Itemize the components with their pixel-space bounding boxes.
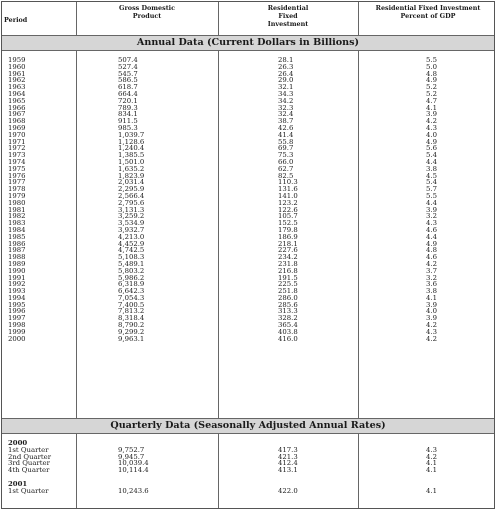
period-cell: 1st Quarter — [8, 445, 49, 454]
gdp-cell: 1,501.0 — [118, 157, 145, 166]
period-cell: 1976 — [8, 171, 26, 180]
period-cell: 1987 — [8, 246, 26, 255]
rfi-cell: 365.4 — [278, 321, 298, 330]
rfi-cell: 122.6 — [278, 205, 298, 214]
period-cell: 1985 — [8, 232, 26, 241]
quarterly-section-title: Quarterly Data (Seasonally Adjusted Annual Rates) — [2, 418, 494, 434]
pct-cell: 4.1 — [426, 466, 437, 475]
period-cell: 1990 — [8, 266, 26, 275]
rfi-cell: 225.5 — [278, 280, 298, 289]
rfi-cell: 110.3 — [278, 178, 298, 187]
rfi-cell: 216.8 — [278, 266, 298, 275]
period-cell: 1961 — [8, 69, 26, 78]
quarter-pct-column — [426, 440, 438, 495]
pct-cell: 4.1 — [426, 293, 437, 302]
pct-cell: 4.0 — [426, 307, 437, 316]
pct-cell: 4.3 — [426, 327, 437, 336]
period-cell: 1977 — [8, 178, 26, 187]
pct-cell: 5.0 — [426, 62, 437, 71]
rfi-cell: 42.6 — [278, 123, 294, 132]
period-cell: 1991 — [8, 273, 26, 282]
period-cell: 1962 — [8, 76, 26, 85]
rfi-cell: 421.3 — [278, 452, 298, 461]
pct-cell: 5.4 — [426, 151, 437, 160]
period-cell: 1986 — [8, 239, 26, 248]
rfi-cell: 29.0 — [278, 76, 294, 85]
pct-cell: 4.4 — [426, 232, 437, 241]
gdp-cell: 2,031.4 — [118, 178, 145, 187]
pct-cell: 4.2 — [426, 334, 437, 343]
gdp-cell: 8,790.2 — [118, 321, 145, 330]
rfi-cell: 186.9 — [278, 232, 298, 241]
period-cell: 1994 — [8, 293, 26, 302]
pct-cell: 4.1 — [426, 459, 437, 468]
quarter-gdp-column — [118, 440, 149, 495]
period-cell: 1974 — [8, 157, 26, 166]
rfi-cell: 422.0 — [278, 486, 298, 495]
gdp-cell: 7,400.5 — [118, 300, 145, 309]
rfi-cell: 191.5 — [278, 273, 298, 282]
rfi-cell: 417.3 — [278, 445, 298, 454]
rfi-cell: 105.7 — [278, 212, 298, 221]
period-cell: 1967 — [8, 110, 26, 119]
pct-cell: 4.5 — [426, 171, 437, 180]
period-cell: 1st Quarter — [8, 486, 49, 495]
rfi-cell: 286.0 — [278, 293, 298, 302]
period-cell: 1965 — [8, 96, 26, 105]
rfi-cell: 218.1 — [278, 239, 298, 248]
gdp-cell: 4,213.0 — [118, 232, 145, 241]
pct-cell: 3.2 — [426, 273, 437, 282]
period-cell: 3rd Quarter — [8, 459, 50, 468]
gdp-cell: 1,385.5 — [118, 151, 145, 160]
gdp-cell: 2,795.6 — [118, 198, 145, 207]
period-cell: 1981 — [8, 205, 26, 214]
pct-cell: 5.6 — [426, 144, 437, 153]
period-cell: 2000 — [8, 334, 26, 343]
rfi-cell: 26.3 — [278, 62, 294, 71]
gdp-cell: 5,108.3 — [118, 253, 145, 262]
data-table — [1, 1, 495, 509]
period-cell: 1997 — [8, 314, 26, 323]
rfi-cell: 285.6 — [278, 300, 298, 309]
period-cell: 1971 — [8, 137, 26, 146]
gdp-cell: 664.4 — [118, 89, 138, 98]
period-cell: 1966 — [8, 103, 26, 112]
gdp-cell: 911.5 — [118, 117, 138, 126]
pct-cell: 3.9 — [426, 300, 437, 309]
gdp-cell: 7,813.2 — [118, 307, 145, 316]
rfi-cell: 251.8 — [278, 287, 298, 296]
gdp-cell: 6,318.9 — [118, 280, 145, 289]
rfi-cell: 227.6 — [278, 246, 298, 255]
period-cell: 2nd Quarter — [8, 452, 52, 461]
gdp-cell: 1,635.2 — [118, 164, 145, 173]
rfi-cell: 234.2 — [278, 253, 298, 262]
gdp-cell: 9,963.1 — [118, 334, 145, 343]
rfi-cell: 38.7 — [278, 117, 294, 126]
gdp-cell: 10,243.6 — [118, 486, 149, 495]
gdp-cell: 9,945.7 — [118, 452, 145, 461]
pct-cell: 4.1 — [426, 103, 437, 112]
gdp-cell: 10,039.4 — [118, 459, 149, 468]
period-cell: 1959 — [8, 56, 26, 64]
rfi-cell: 403.8 — [278, 327, 298, 336]
period-cell: 1963 — [8, 83, 26, 92]
period-cell: 1968 — [8, 117, 26, 126]
gdp-cell: 5,803.2 — [118, 266, 145, 275]
gdp-cell: 3,131.3 — [118, 205, 145, 214]
pct-cell: 3.8 — [426, 287, 437, 296]
pct-cell: 4.1 — [426, 486, 437, 495]
rfi-cell: 26.4 — [278, 69, 294, 78]
gdp-cell: 8,318.4 — [118, 314, 145, 323]
rfi-cell: 328.2 — [278, 314, 298, 323]
gdp-cell: 527.4 — [118, 62, 138, 71]
rfi-cell: 32.1 — [278, 83, 294, 92]
period-cell: 1993 — [8, 287, 26, 296]
pct-cell: 4.8 — [426, 69, 437, 78]
gdp-cell: 4,742.5 — [118, 246, 145, 255]
period-cell: 1996 — [8, 307, 26, 316]
gdp-cell: 6,642.3 — [118, 287, 145, 296]
pct-cell: 5.2 — [426, 89, 437, 98]
pct-cell: 5.2 — [426, 83, 437, 92]
rfi-cell: 412.4 — [278, 459, 298, 468]
rfi-cell: 313.3 — [278, 307, 298, 316]
rfi-cell: 41.4 — [278, 130, 294, 139]
header-period: Period — [4, 16, 28, 24]
header-gdp: Gross Domestic Product — [118, 4, 175, 20]
rfi-cell: 123.2 — [278, 198, 298, 207]
period-cell: 1960 — [8, 62, 26, 71]
pct-cell: 3.6 — [426, 280, 437, 289]
gdp-cell: 834.1 — [118, 110, 138, 119]
rfi-cell: 66.0 — [278, 157, 294, 166]
header-pct: Residential Fixed Investment Percent of GDP — [375, 4, 481, 20]
gdp-cell: 507.4 — [118, 56, 138, 64]
period-cell: 4th Quarter — [8, 466, 50, 475]
period-cell: 1992 — [8, 280, 26, 289]
rfi-cell: 28.1 — [278, 56, 294, 64]
period-cell: 1983 — [8, 219, 26, 228]
rfi-cell: 131.6 — [278, 185, 298, 194]
gdp-cell: 4,452.9 — [118, 239, 145, 248]
pct-column — [426, 57, 438, 342]
period-cell: 2000 — [8, 439, 28, 447]
gdp-cell: 1,240.4 — [118, 144, 145, 153]
rfi-cell: 75.3 — [278, 151, 294, 160]
gdp-cell: 5,986.2 — [118, 273, 145, 282]
pct-cell: 3.9 — [426, 314, 437, 323]
period-cell: 2001 — [8, 479, 28, 488]
pct-cell: 3.9 — [426, 110, 437, 119]
pct-cell: 4.9 — [426, 76, 437, 85]
pct-cell: 4.7 — [426, 96, 437, 105]
pct-cell: 5.4 — [426, 178, 437, 187]
gdp-cell: 2,566.4 — [118, 191, 145, 200]
header-rfi: Residential Fixed Investment — [267, 4, 309, 28]
pct-cell: 5.5 — [426, 56, 437, 64]
gdp-cell: 7,054.3 — [118, 293, 145, 302]
period-cell: 1982 — [8, 212, 26, 221]
gdp-cell: 5,489.1 — [118, 259, 145, 268]
pct-cell: 4.8 — [426, 246, 437, 255]
gdp-cell: 1,039.7 — [118, 130, 145, 139]
gdp-cell: 1,823.9 — [118, 171, 145, 180]
gdp-cell: 9,752.7 — [118, 445, 145, 454]
quarter-period-column — [8, 440, 51, 495]
period-cell: 1988 — [8, 253, 26, 262]
gdp-cell: 3,259.2 — [118, 212, 145, 221]
period-cell: 1964 — [8, 89, 26, 98]
pct-cell: 4.9 — [426, 239, 437, 248]
period-cell: 1973 — [8, 151, 26, 160]
pct-cell: 4.2 — [426, 117, 437, 126]
pct-cell: 3.2 — [426, 212, 437, 221]
rfi-cell: 141.0 — [278, 191, 298, 200]
period-cell: 1980 — [8, 198, 26, 207]
pct-cell: 3.8 — [426, 164, 437, 173]
period-cell: 1978 — [8, 185, 26, 194]
pct-cell: 4.6 — [426, 225, 437, 234]
rfi-cell: 152.5 — [278, 219, 298, 228]
pct-cell: 4.3 — [426, 445, 437, 454]
rfi-cell: 32.3 — [278, 103, 294, 112]
gdp-cell: 586.5 — [118, 76, 138, 85]
gdp-cell: 618.7 — [118, 83, 138, 92]
gdp-cell: 985.3 — [118, 123, 138, 132]
period-cell: 1989 — [8, 259, 26, 268]
rfi-cell: 179.8 — [278, 225, 298, 234]
gdp-cell: 9,299.2 — [118, 327, 145, 336]
gdp-cell: 789.3 — [118, 103, 138, 112]
period-cell: 1975 — [8, 164, 26, 173]
pct-cell: 5.5 — [426, 191, 437, 200]
pct-cell: 4.4 — [426, 198, 437, 207]
gdp-cell: 3,534.9 — [118, 219, 145, 228]
period-cell: 1972 — [8, 144, 26, 153]
pct-cell: 4.2 — [426, 259, 437, 268]
period-cell: 1999 — [8, 327, 26, 336]
gdp-cell: 720.1 — [118, 96, 138, 105]
rfi-cell: 62.7 — [278, 164, 294, 173]
period-column — [8, 57, 26, 342]
pct-cell: 4.3 — [426, 219, 437, 228]
period-cell: 1995 — [8, 300, 26, 309]
rfi-cell: 231.8 — [278, 259, 298, 268]
rfi-cell: 69.7 — [278, 144, 294, 153]
pct-cell: 3.9 — [426, 205, 437, 214]
rfi-cell: 34.3 — [278, 89, 294, 98]
rfi-cell: 82.5 — [278, 171, 294, 180]
gdp-column — [118, 56, 145, 343]
rfi-cell: 413.1 — [278, 466, 298, 475]
gdp-cell: 1,128.6 — [118, 137, 145, 146]
rfi-cell: 416.0 — [278, 334, 298, 343]
pct-cell: 5.7 — [426, 185, 437, 194]
pct-cell: 4.6 — [426, 253, 437, 262]
annual-section-title: Annual Data (Current Dollars in Billions) — [2, 35, 494, 51]
period-cell: 1969 — [8, 123, 26, 132]
period-cell: 1979 — [8, 191, 26, 200]
pct-cell: 4.2 — [426, 321, 437, 330]
rfi-column — [278, 56, 298, 343]
period-cell: 1984 — [8, 225, 26, 234]
gdp-cell: 545.7 — [118, 69, 138, 78]
pct-cell: 4.9 — [426, 137, 437, 146]
pct-cell: 4.2 — [426, 452, 437, 461]
pct-cell: 4.4 — [426, 157, 437, 166]
gdp-cell: 2,295.9 — [118, 185, 145, 194]
rfi-cell: 32.4 — [278, 110, 294, 119]
gdp-cell: 10,114.4 — [118, 466, 149, 475]
period-cell: 1998 — [8, 321, 26, 330]
rfi-cell: 34.2 — [278, 96, 294, 105]
pct-cell: 3.7 — [426, 266, 437, 275]
period-cell: 1970 — [8, 130, 26, 139]
pct-cell: 4.3 — [426, 123, 437, 132]
rfi-cell: 55.8 — [278, 137, 294, 146]
quarter-rfi-column — [278, 440, 298, 495]
pct-cell: 4.0 — [426, 130, 437, 139]
gdp-cell: 3,932.7 — [118, 225, 145, 234]
